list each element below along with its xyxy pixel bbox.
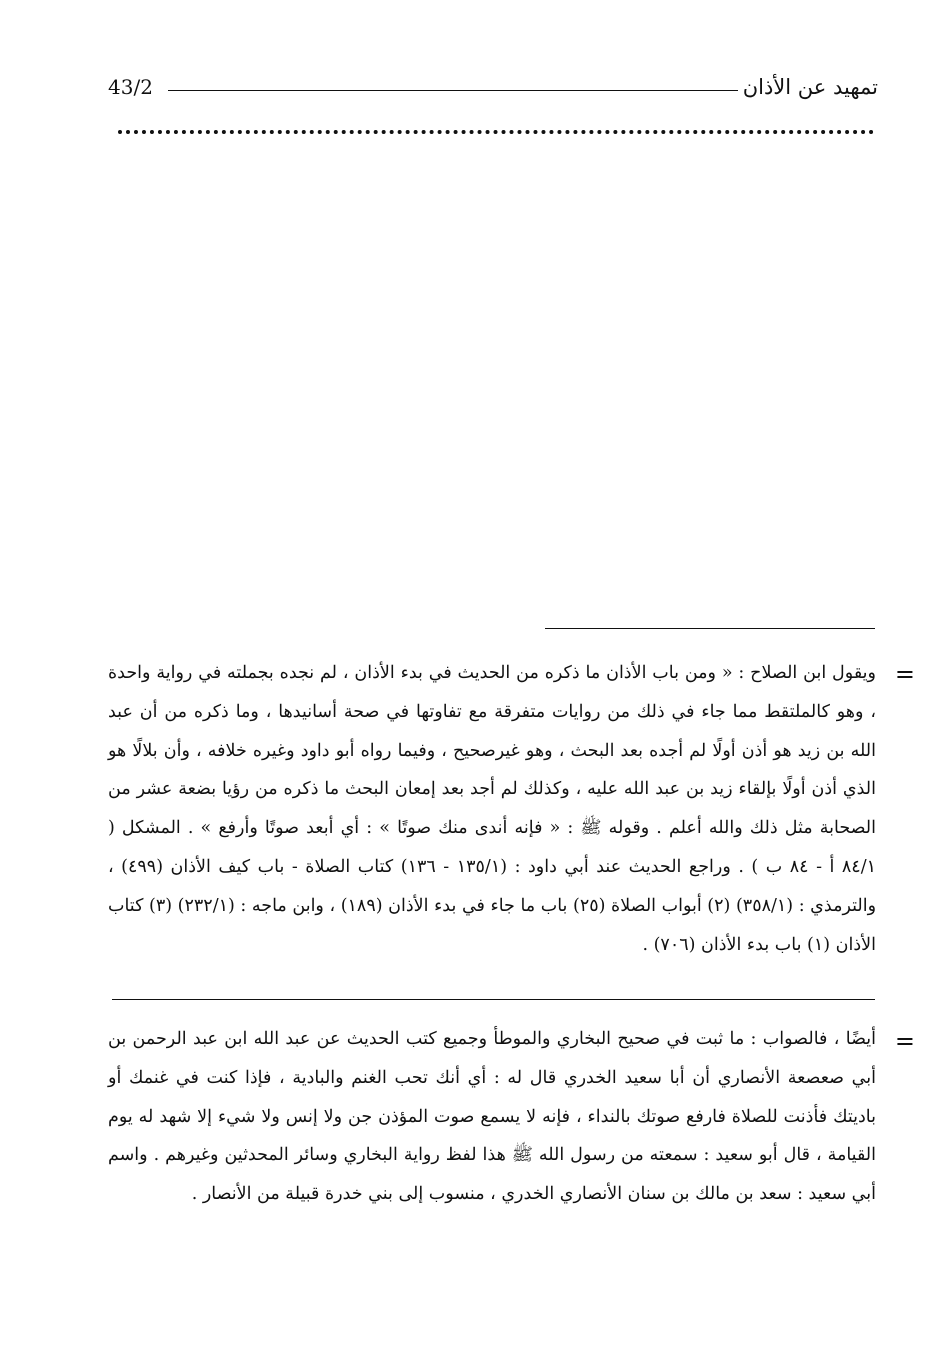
page-number: 43/2 <box>108 75 153 99</box>
footnote-paragraph: ويقول ابن الصلاح : « ومن باب الأذان ما ذكره من الحديث في بدء الأذان ، لم نجده بجملته في رواية واحدة ، وهو كالملتقط مما جاء في ذلك من روايات متفرقة مع تفاوتها في صحة أسانيدها ، وما ذكره من أن عبد الله بن زيد هو أذن أولًا لم أجده بعد البحث ، وهو غيرصحيح ، وفيما رواه أبو داود وغيره خلافه ، وأن بلالًا هو الذي أذن أولًا بإلقاء زيد بن عبد الله عليه ، وكذلك لم أجد بعد إمعان البحث ما ذكره من رؤيا بضعة عشر من الصحابة مثل ذلك والله أعلم . وقوله ﷺ : « فإنه أندى منك صوتًا » : أي أبعد صوتًا وأرفع » . المشكل ( ٨٤/١ أ - ٨٤ ب ) . وراجع الحديث عند أبي داود : (١٣٥/١ - ١٣٦) كتاب الصلاة - باب كيف الأذان (٤٩٩) ، والترمذي : (٣٥٨/١) (٢) أبواب الصلاة (٢٥) باب ما جاء في بدء الأذان (١٨٩) ، وابن ماجه : (٢٣٢/١) (٣) كتاب الأذان (١) باب بدء الأذان (٧٠٦) . <box>108 663 877 955</box>
footnote-separator-rule <box>545 628 875 629</box>
footnote-continuation-mark: = <box>894 1027 915 1055</box>
running-header <box>108 70 878 104</box>
dotted-separator <box>118 130 874 134</box>
header-rule <box>168 90 738 91</box>
footnote-paragraph: أيضًا ، فالصواب : ما ثبت في صحيح البخاري والموطأ وجميع كتب الحديث عن عبد الله ابن عبد الرحمن بن أبي صعصعة الأنصاري أن أبا سعيد الخدري قال له : أي أنك تحب الغنم والبادية ، فإذا كنت في غنمك أو باديتك فأذنت للصلاة فارفع صوتك بالنداء ، فإنه لا يسمع صوت المؤذن جن ولا إنس ولا شيء إلا شهد له يوم القيامة ، قال أبو سعيد : سمعته من رسول الله ﷺ هذا لفظ رواية البخاري وسائر المحدثين وغيرهم . واسم أبي سعيد : سعد بن مالك بن سنان الأنصاري الخدري ، منسوب إلى بني خدرة قبيلة من الأنصار . <box>108 1029 876 1205</box>
footnote-continuation-mark: = <box>894 660 915 688</box>
header-title: تمهيد عن الأذان <box>742 75 878 99</box>
footnote-divider-rule <box>112 999 875 1000</box>
